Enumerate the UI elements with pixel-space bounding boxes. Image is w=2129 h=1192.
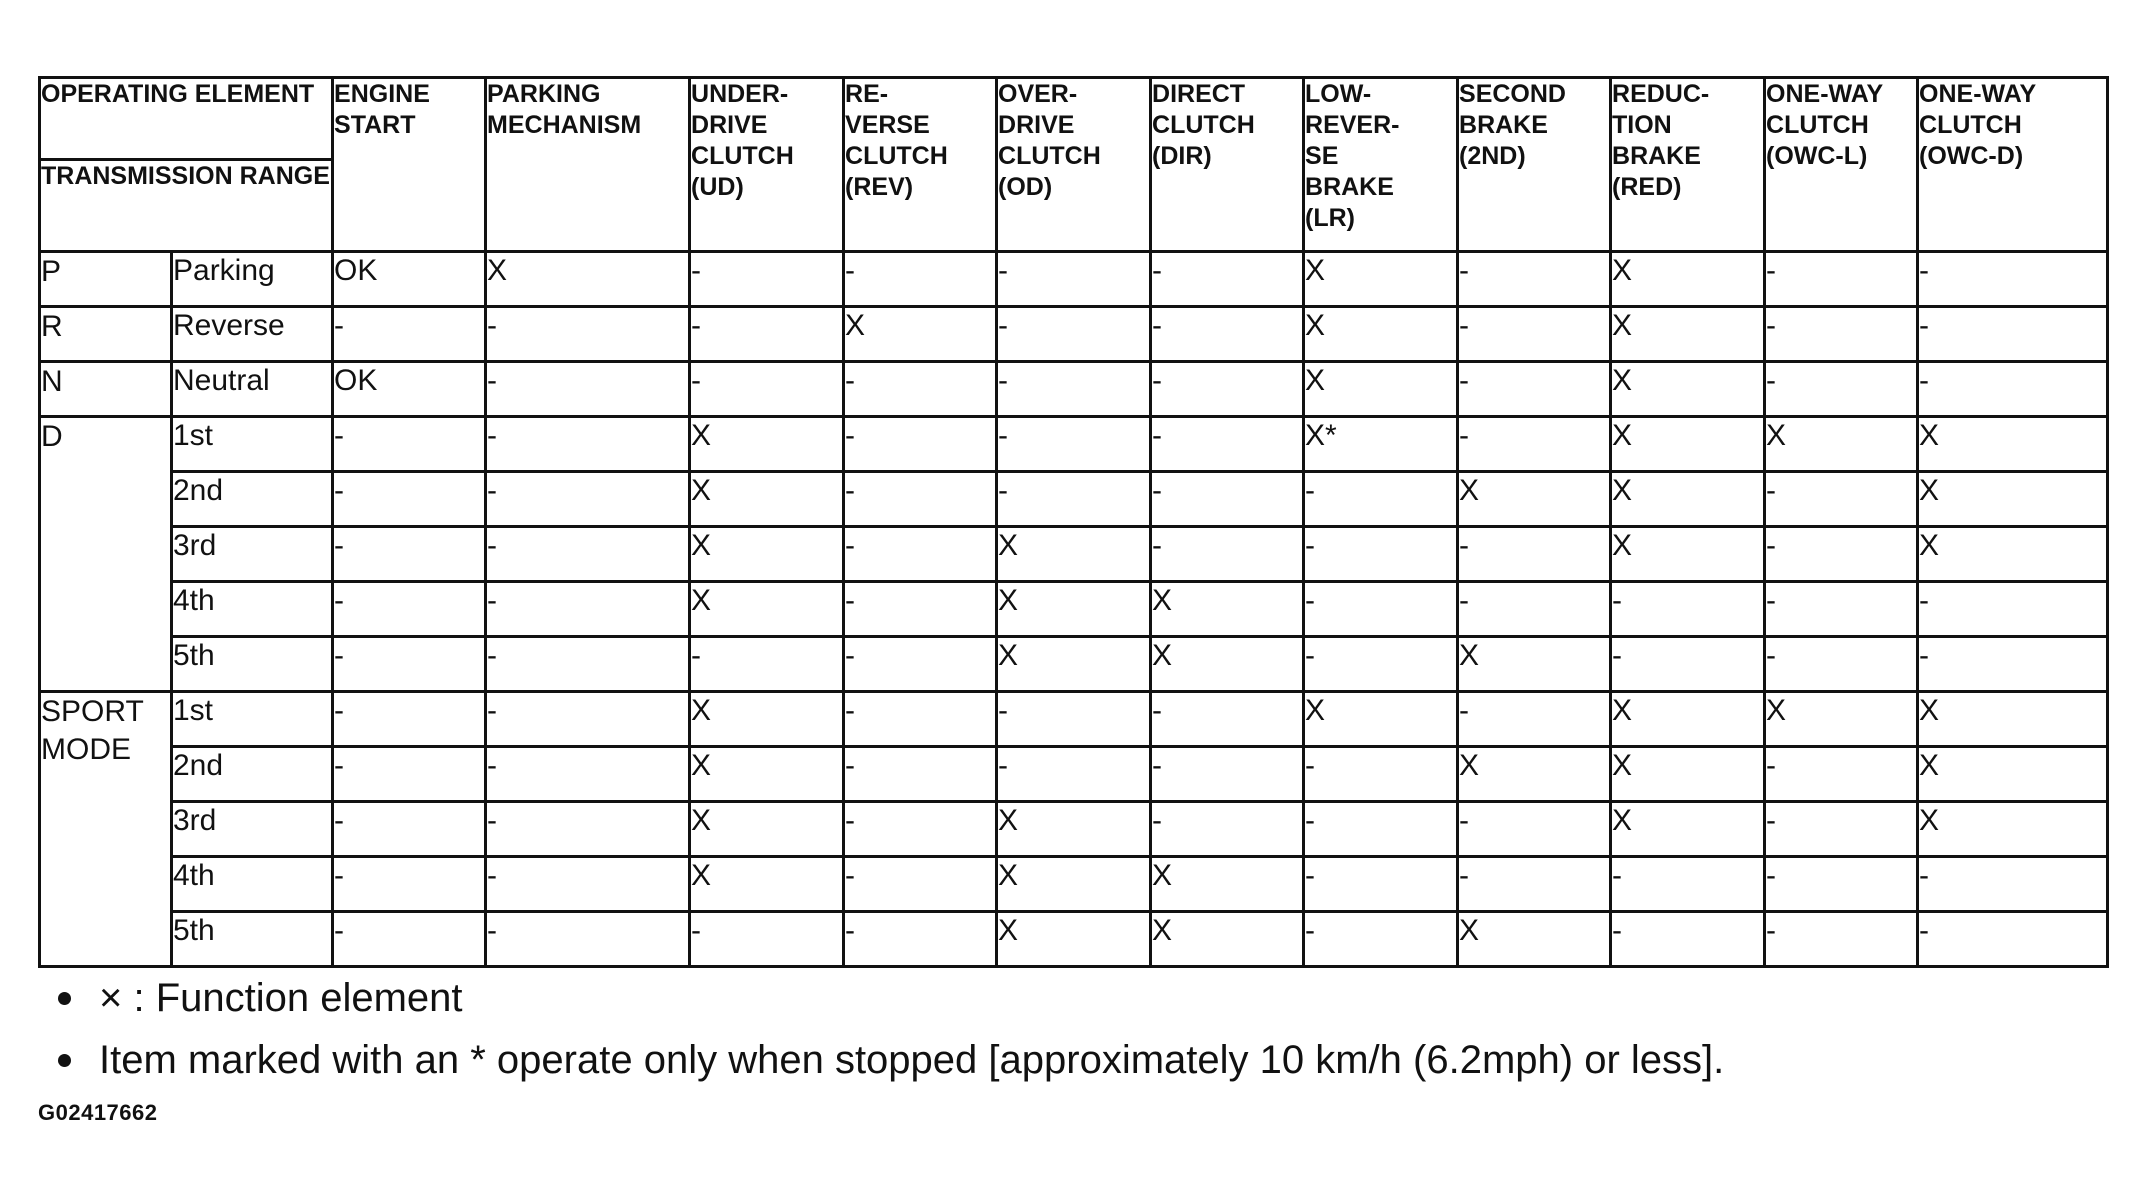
table-cell: - [486,582,690,637]
table-cell: X [997,527,1151,582]
table-cell: - [486,527,690,582]
table-cell: X [1304,692,1458,747]
table-cell: - [333,527,486,582]
table-cell: - [333,582,486,637]
range-code: SPORT MODE [40,692,172,967]
range-name: 4th [172,582,333,637]
table-cell: X [1611,252,1765,307]
table-cell: - [1918,582,2108,637]
table-cell: - [1458,307,1611,362]
table-cell: - [1765,857,1918,912]
table-cell: X [1765,417,1918,472]
range-name: Neutral [172,362,333,417]
table-cell: - [333,802,486,857]
column-header: SECOND BRAKE (2ND) [1458,78,1611,252]
table-cell: X [1304,252,1458,307]
table-cell: - [997,252,1151,307]
table-cell: X [997,802,1151,857]
range-name: 1st [172,417,333,472]
table-cell: - [486,912,690,967]
table-cell: X [690,692,844,747]
table-cell: X [1611,527,1765,582]
table-cell: - [844,252,997,307]
table-cell: - [1151,747,1304,802]
table-cell: - [997,747,1151,802]
column-header: RE- VERSE CLUTCH (REV) [844,78,997,252]
column-header: UNDER- DRIVE CLUTCH (UD) [690,78,844,252]
column-header: PARKING MECHANISM [486,78,690,252]
table-cell: - [333,747,486,802]
table-cell: - [1611,582,1765,637]
table-cell: X [1304,362,1458,417]
range-name: 2nd [172,747,333,802]
table-cell: X [1458,912,1611,967]
column-header: ONE-WAY CLUTCH (OWC-L) [1765,78,1918,252]
table-cell: X [844,307,997,362]
table-cell: - [997,417,1151,472]
table-cell: - [1918,912,2108,967]
table-cell: - [1304,527,1458,582]
table-cell: - [1151,417,1304,472]
bullet-icon [58,1054,71,1067]
table-cell: - [1151,692,1304,747]
table-cell: - [1765,252,1918,307]
table-row [40,637,2108,692]
table-row [40,307,2108,362]
range-code: R [40,307,172,362]
table-cell: X [1611,472,1765,527]
table-row [40,527,2108,582]
table-row [40,362,2108,417]
note-text: Item marked with an * operate only when stopped [approximately 10 km/h (6.2mph) or less]. [99,1038,1725,1082]
table-cell: - [333,472,486,527]
table-cell: - [1151,802,1304,857]
table-row [40,417,2108,472]
range-name: 5th [172,912,333,967]
table-cell: - [1765,912,1918,967]
table-cell: - [486,417,690,472]
table-cell: - [844,747,997,802]
operating-element-table [38,76,2109,968]
table-cell: - [486,472,690,527]
range-name: Parking [172,252,333,307]
column-header: REDUC- TION BRAKE (RED) [1611,78,1765,252]
table-cell: X [690,802,844,857]
table-cell: - [844,582,997,637]
table-cell: X [1918,802,2108,857]
table-row [40,802,2108,857]
table-cell: - [844,362,997,417]
table-cell: - [1458,252,1611,307]
table-cell: - [333,637,486,692]
table-cell: - [1458,527,1611,582]
table-cell: - [333,417,486,472]
table-cell: - [1151,307,1304,362]
table-cell: OK [333,362,486,417]
table-cell: - [486,637,690,692]
table-cell: - [690,252,844,307]
table-cell: - [1458,582,1611,637]
table-cell: - [333,692,486,747]
table-cell: X [1918,692,2108,747]
table-cell: X [1611,307,1765,362]
table-cell: OK [333,252,486,307]
table-cell: - [333,857,486,912]
table-cell: - [1765,582,1918,637]
table-cell: X [690,472,844,527]
range-code: N [40,362,172,417]
table-cell: X [997,637,1151,692]
table-row [40,857,2108,912]
table-cell: - [1304,857,1458,912]
table-cell: X [690,747,844,802]
table-cell: - [1765,472,1918,527]
table-cell: - [333,912,486,967]
table-cell: - [486,307,690,362]
table-cell: X [997,912,1151,967]
table-row [40,747,2108,802]
table-cell: X [1611,802,1765,857]
note-function-element [58,967,1724,1029]
table-cell: - [690,637,844,692]
range-name: 4th [172,857,333,912]
table-row [40,472,2108,527]
table-cell: - [1151,527,1304,582]
note-asterisk [58,1029,1724,1091]
range-name: Reverse [172,307,333,362]
column-header: LOW- REVER- SE BRAKE (LR) [1304,78,1458,252]
table-cell: X [690,527,844,582]
table-cell: X [1151,637,1304,692]
table-cell: - [1611,912,1765,967]
range-name: 2nd [172,472,333,527]
table-cell: - [1611,637,1765,692]
table-cell: - [1765,527,1918,582]
figure-id: G02417662 [38,1100,158,1125]
table-cell: - [1918,857,2108,912]
table-cell: - [1765,802,1918,857]
table-cell: - [997,307,1151,362]
table-cell: X [1458,637,1611,692]
table-cell: - [1304,912,1458,967]
notes-list [58,967,1724,1091]
table-cell: - [1151,362,1304,417]
table-row [40,582,2108,637]
range-name: 1st [172,692,333,747]
table-cell: - [1611,857,1765,912]
range-name: 5th [172,637,333,692]
table-cell: - [1918,307,2108,362]
table-cell: X [1611,692,1765,747]
table-cell: - [1458,362,1611,417]
table-cell: - [1458,417,1611,472]
table-cell: - [1765,747,1918,802]
table-cell: X [690,582,844,637]
table-cell: - [997,692,1151,747]
table-cell: - [844,692,997,747]
table-cell: X [1918,747,2108,802]
table-cell: - [844,527,997,582]
table-cell: X [690,417,844,472]
range-code: D [40,417,172,692]
table-cell: X [997,582,1151,637]
range-name: 3rd [172,802,333,857]
table-cell: - [486,802,690,857]
table-cell: - [844,912,997,967]
table-cell: X [486,252,690,307]
table-cell: - [690,307,844,362]
bullet-icon [58,992,71,1005]
table-cell: X [1151,857,1304,912]
table-cell: X [997,857,1151,912]
table-cell: X [1918,527,2108,582]
table-cell: - [844,637,997,692]
table-cell: - [1151,472,1304,527]
table-cell: X [1918,417,2108,472]
table-cell: - [1918,637,2108,692]
table-row [40,252,2108,307]
table-cell: - [690,912,844,967]
table-cell: X [1765,692,1918,747]
table-cell: - [1304,472,1458,527]
table-cell: X [1458,472,1611,527]
table-cell: - [1765,307,1918,362]
column-header: OVER- DRIVE CLUTCH (OD) [997,78,1151,252]
table-row [40,692,2108,747]
table-cell: - [1304,747,1458,802]
table-cell: - [997,362,1151,417]
table-cell: - [1304,637,1458,692]
table-cell: - [1151,252,1304,307]
table-cell: - [1304,802,1458,857]
table-cell: - [1458,802,1611,857]
column-header: ENGINE START [333,78,486,252]
table-body [40,252,2108,967]
table-cell: - [1304,582,1458,637]
table-cell: X [690,857,844,912]
table-cell: X [1918,472,2108,527]
table-cell: - [1918,252,2108,307]
table-cell: - [844,857,997,912]
table-cell: X [1151,582,1304,637]
table-cell: - [1765,362,1918,417]
table-row [40,912,2108,967]
table-cell: X [1304,307,1458,362]
table-cell: - [1765,637,1918,692]
table-cell: - [486,362,690,417]
table-cell: - [1918,362,2108,417]
table-cell: - [486,857,690,912]
table-cell: - [333,307,486,362]
table-cell: - [844,417,997,472]
table-cell: X [1611,747,1765,802]
table-cell: X [1151,912,1304,967]
range-name: 3rd [172,527,333,582]
table-cell: - [486,747,690,802]
table-cell: - [997,472,1151,527]
column-header: ONE-WAY CLUTCH (OWC-D) [1918,78,2108,252]
table-cell: - [844,802,997,857]
column-header: DIRECT CLUTCH (DIR) [1151,78,1304,252]
table-cell: X [1611,417,1765,472]
table-cell: - [690,362,844,417]
range-code: P [40,252,172,307]
transmission-range-header: TRANSMISSION RANGE [40,160,333,252]
table-cell: X [1611,362,1765,417]
table-cell: - [844,472,997,527]
table-cell: - [1458,857,1611,912]
table-cell: X* [1304,417,1458,472]
table-cell: - [486,692,690,747]
note-text: × : Function element [99,976,463,1020]
table-cell: - [1458,692,1611,747]
table-cell: X [1458,747,1611,802]
operating-element-header: OPERATING ELEMENT [40,78,333,160]
